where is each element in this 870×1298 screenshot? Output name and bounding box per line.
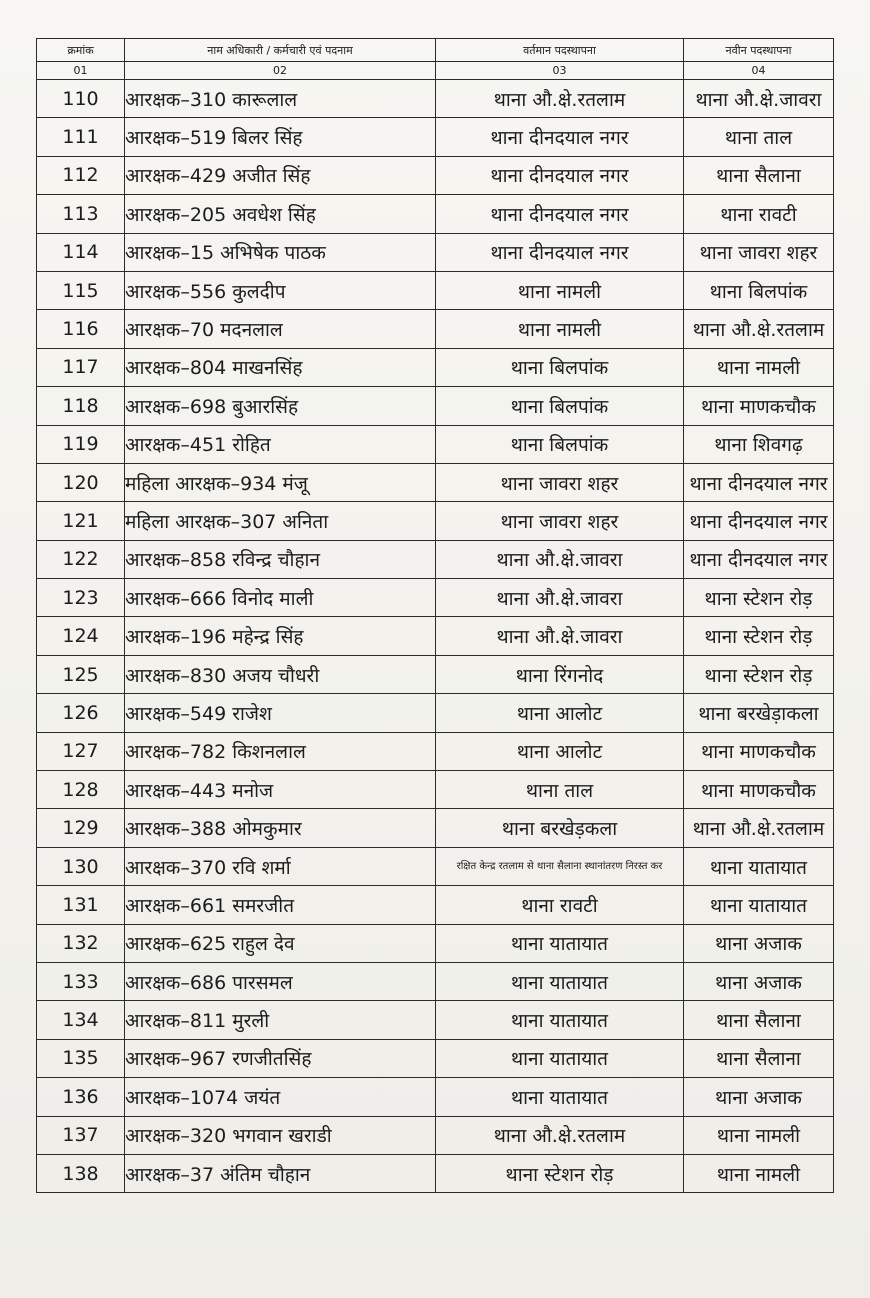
serial-number-cell: 127 xyxy=(37,732,125,770)
current-posting-cell: थाना औ.क्षे.जावरा xyxy=(436,617,684,655)
serial-number-cell: 129 xyxy=(37,809,125,847)
current-posting-cell: थाना दीनदयाल नगर xyxy=(436,195,684,233)
new-posting-cell: थाना औ.क्षे.रतलाम xyxy=(684,310,834,348)
table-row xyxy=(37,387,834,425)
current-posting-cell: थाना जावरा शहर xyxy=(436,463,684,501)
name-designation-cell: आरक्षक–70 मदनलाल xyxy=(125,310,436,348)
table-row xyxy=(37,1001,834,1039)
name-designation-cell: आरक्षक–310 कारूलाल xyxy=(125,80,436,118)
new-posting-cell: थाना स्टेशन रोड़ xyxy=(684,579,834,617)
new-posting-cell: थाना माणकचौक xyxy=(684,732,834,770)
name-designation-cell: आरक्षक–858 रविन्द्र चौहान xyxy=(125,540,436,578)
name-designation-cell: आरक्षक–804 माखनसिंह xyxy=(125,348,436,386)
serial-number-cell: 133 xyxy=(37,962,125,1000)
new-posting-cell: थाना नामली xyxy=(684,348,834,386)
current-posting-cell: थाना औ.क्षे.रतलाम xyxy=(436,80,684,118)
current-posting-note: रक्षित केन्द्र रतलाम से थाना सैलाना स्थानांतरण निरस्त कर xyxy=(456,861,663,872)
name-designation-cell: आरक्षक–811 मुरली xyxy=(125,1001,436,1039)
new-posting-cell: थाना अजाक xyxy=(684,962,834,1000)
table-row xyxy=(37,502,834,540)
column-number: 01 xyxy=(37,62,125,80)
name-designation-cell: आरक्षक–519 बिलर सिंह xyxy=(125,118,436,156)
name-designation-cell: आरक्षक–196 महेन्द्र सिंह xyxy=(125,617,436,655)
serial-number-cell: 138 xyxy=(37,1154,125,1192)
name-designation-cell: आरक्षक–661 समरजीत xyxy=(125,886,436,924)
table-row xyxy=(37,195,834,233)
name-designation-cell: आरक्षक–549 राजेश xyxy=(125,694,436,732)
new-posting-cell: थाना स्टेशन रोड़ xyxy=(684,617,834,655)
table-row xyxy=(37,617,834,655)
table-row xyxy=(37,233,834,271)
new-posting-cell: थाना नामली xyxy=(684,1154,834,1192)
table-row xyxy=(37,348,834,386)
column-number: 03 xyxy=(436,62,684,80)
header-new-posting: नवीन पदस्थापना xyxy=(684,39,834,62)
table-row xyxy=(37,1116,834,1154)
table-row xyxy=(37,809,834,847)
serial-number-cell: 117 xyxy=(37,348,125,386)
header-serial: क्रमांक xyxy=(37,39,125,62)
serial-number-cell: 119 xyxy=(37,425,125,463)
table-row xyxy=(37,540,834,578)
serial-number-cell: 135 xyxy=(37,1039,125,1077)
table-row xyxy=(37,156,834,194)
table-row xyxy=(37,732,834,770)
new-posting-cell: थाना यातायात xyxy=(684,886,834,924)
new-posting-cell: थाना दीनदयाल नगर xyxy=(684,502,834,540)
new-posting-cell: थाना दीनदयाल नगर xyxy=(684,463,834,501)
table-row xyxy=(37,579,834,617)
name-designation-cell: आरक्षक–443 मनोज xyxy=(125,771,436,809)
current-posting-cell: थाना नामली xyxy=(436,271,684,309)
current-posting-cell: थाना स्टेशन रोड़ xyxy=(436,1154,684,1192)
new-posting-cell: थाना सैलाना xyxy=(684,1039,834,1077)
table-row xyxy=(37,271,834,309)
current-posting-cell: थाना दीनदयाल नगर xyxy=(436,156,684,194)
new-posting-cell: थाना बरखेड़ाकला xyxy=(684,694,834,732)
current-posting-cell: थाना यातायात xyxy=(436,1078,684,1116)
current-posting-cell: थाना आलोट xyxy=(436,732,684,770)
new-posting-cell: थाना स्टेशन रोड़ xyxy=(684,655,834,693)
serial-number-cell: 113 xyxy=(37,195,125,233)
name-designation-cell: महिला आरक्षक–307 अनिता xyxy=(125,502,436,540)
new-posting-cell: थाना माणकचौक xyxy=(684,387,834,425)
table-row xyxy=(37,962,834,1000)
current-posting-cell: थाना यातायात xyxy=(436,1001,684,1039)
table-row xyxy=(37,80,834,118)
current-posting-cell xyxy=(436,847,684,885)
name-designation-cell: आरक्षक–370 रवि शर्मा xyxy=(125,847,436,885)
table-body xyxy=(37,80,834,1193)
new-posting-cell: थाना दीनदयाल नगर xyxy=(684,540,834,578)
serial-number-cell: 116 xyxy=(37,310,125,348)
name-designation-cell: आरक्षक–429 अजीत सिंह xyxy=(125,156,436,194)
current-posting-cell: थाना बरखेड़कला xyxy=(436,809,684,847)
current-posting-cell: थाना रिंगनोद xyxy=(436,655,684,693)
current-posting-cell: थाना बिलपांक xyxy=(436,387,684,425)
current-posting-cell: थाना औ.क्षे.रतलाम xyxy=(436,1116,684,1154)
name-designation-cell: आरक्षक–37 अंतिम चौहान xyxy=(125,1154,436,1192)
table-row xyxy=(37,886,834,924)
table-row xyxy=(37,1078,834,1116)
new-posting-cell: थाना ताल xyxy=(684,118,834,156)
header-row xyxy=(37,39,834,62)
table-row xyxy=(37,655,834,693)
new-posting-cell: थाना अजाक xyxy=(684,924,834,962)
serial-number-cell: 128 xyxy=(37,771,125,809)
current-posting-cell: थाना बिलपांक xyxy=(436,348,684,386)
transfer-table xyxy=(36,38,834,1193)
column-number: 02 xyxy=(125,62,436,80)
serial-number-cell: 130 xyxy=(37,847,125,885)
serial-number-cell: 126 xyxy=(37,694,125,732)
new-posting-cell: थाना अजाक xyxy=(684,1078,834,1116)
new-posting-cell: थाना शिवगढ़ xyxy=(684,425,834,463)
serial-number-cell: 137 xyxy=(37,1116,125,1154)
serial-number-cell: 112 xyxy=(37,156,125,194)
serial-number-cell: 136 xyxy=(37,1078,125,1116)
name-designation-cell: आरक्षक–698 बुआरसिंह xyxy=(125,387,436,425)
new-posting-cell: थाना यातायात xyxy=(684,847,834,885)
name-designation-cell: आरक्षक–15 अभिषेक पाठक xyxy=(125,233,436,271)
table-row xyxy=(37,118,834,156)
new-posting-cell: थाना माणकचौक xyxy=(684,771,834,809)
new-posting-cell: थाना जावरा शहर xyxy=(684,233,834,271)
current-posting-cell: थाना दीनदयाल नगर xyxy=(436,233,684,271)
name-designation-cell: आरक्षक–625 राहुल देव xyxy=(125,924,436,962)
serial-number-cell: 111 xyxy=(37,118,125,156)
current-posting-cell: थाना जावरा शहर xyxy=(436,502,684,540)
new-posting-cell: थाना औ.क्षे.जावरा xyxy=(684,80,834,118)
name-designation-cell: आरक्षक–686 पारसमल xyxy=(125,962,436,1000)
column-number: 04 xyxy=(684,62,834,80)
table-row xyxy=(37,694,834,732)
new-posting-cell: थाना सैलाना xyxy=(684,1001,834,1039)
name-designation-cell: आरक्षक–205 अवधेश सिंह xyxy=(125,195,436,233)
table-row xyxy=(37,310,834,348)
name-designation-cell: आरक्षक–451 रोहित xyxy=(125,425,436,463)
current-posting-cell: थाना रावटी xyxy=(436,886,684,924)
serial-number-cell: 115 xyxy=(37,271,125,309)
current-posting-cell: थाना यातायात xyxy=(436,924,684,962)
name-designation-cell: आरक्षक–556 कुलदीप xyxy=(125,271,436,309)
current-posting-cell: थाना यातायात xyxy=(436,962,684,1000)
name-designation-cell: आरक्षक–782 किशनलाल xyxy=(125,732,436,770)
header-current-posting: वर्तमान पदस्थापना xyxy=(436,39,684,62)
current-posting-cell: थाना दीनदयाल नगर xyxy=(436,118,684,156)
new-posting-cell: थाना बिलपांक xyxy=(684,271,834,309)
new-posting-cell: थाना सैलाना xyxy=(684,156,834,194)
serial-number-cell: 121 xyxy=(37,502,125,540)
new-posting-cell: थाना औ.क्षे.रतलाम xyxy=(684,809,834,847)
serial-number-cell: 114 xyxy=(37,233,125,271)
serial-number-cell: 120 xyxy=(37,463,125,501)
new-posting-cell: थाना नामली xyxy=(684,1116,834,1154)
table-row xyxy=(37,1154,834,1192)
table-row xyxy=(37,847,834,885)
current-posting-cell: थाना बिलपांक xyxy=(436,425,684,463)
serial-number-cell: 132 xyxy=(37,924,125,962)
table-row xyxy=(37,924,834,962)
name-designation-cell: आरक्षक–967 रणजीतसिंह xyxy=(125,1039,436,1077)
name-designation-cell: आरक्षक–1074 जयंत xyxy=(125,1078,436,1116)
name-designation-cell: आरक्षक–830 अजय चौधरी xyxy=(125,655,436,693)
header-name: नाम अधिकारी / कर्मचारी एवं पदनाम xyxy=(125,39,436,62)
serial-number-cell: 131 xyxy=(37,886,125,924)
current-posting-cell: थाना आलोट xyxy=(436,694,684,732)
table-row xyxy=(37,1039,834,1077)
serial-number-cell: 110 xyxy=(37,80,125,118)
name-designation-cell: आरक्षक–666 विनोद माली xyxy=(125,579,436,617)
current-posting-cell: थाना नामली xyxy=(436,310,684,348)
name-designation-cell: आरक्षक–388 ओमकुमार xyxy=(125,809,436,847)
new-posting-cell: थाना रावटी xyxy=(684,195,834,233)
serial-number-cell: 134 xyxy=(37,1001,125,1039)
table-row xyxy=(37,463,834,501)
table-row xyxy=(37,771,834,809)
table-row xyxy=(37,425,834,463)
serial-number-cell: 124 xyxy=(37,617,125,655)
serial-number-cell: 122 xyxy=(37,540,125,578)
serial-number-cell: 125 xyxy=(37,655,125,693)
current-posting-cell: थाना औ.क्षे.जावरा xyxy=(436,579,684,617)
serial-number-cell: 123 xyxy=(37,579,125,617)
current-posting-cell: थाना यातायात xyxy=(436,1039,684,1077)
current-posting-cell: थाना औ.क्षे.जावरा xyxy=(436,540,684,578)
name-designation-cell: आरक्षक–320 भगवान खराडी xyxy=(125,1116,436,1154)
serial-number-cell: 118 xyxy=(37,387,125,425)
name-designation-cell: महिला आरक्षक–934 मंजू xyxy=(125,463,436,501)
column-number-row xyxy=(37,62,834,80)
current-posting-cell: थाना ताल xyxy=(436,771,684,809)
